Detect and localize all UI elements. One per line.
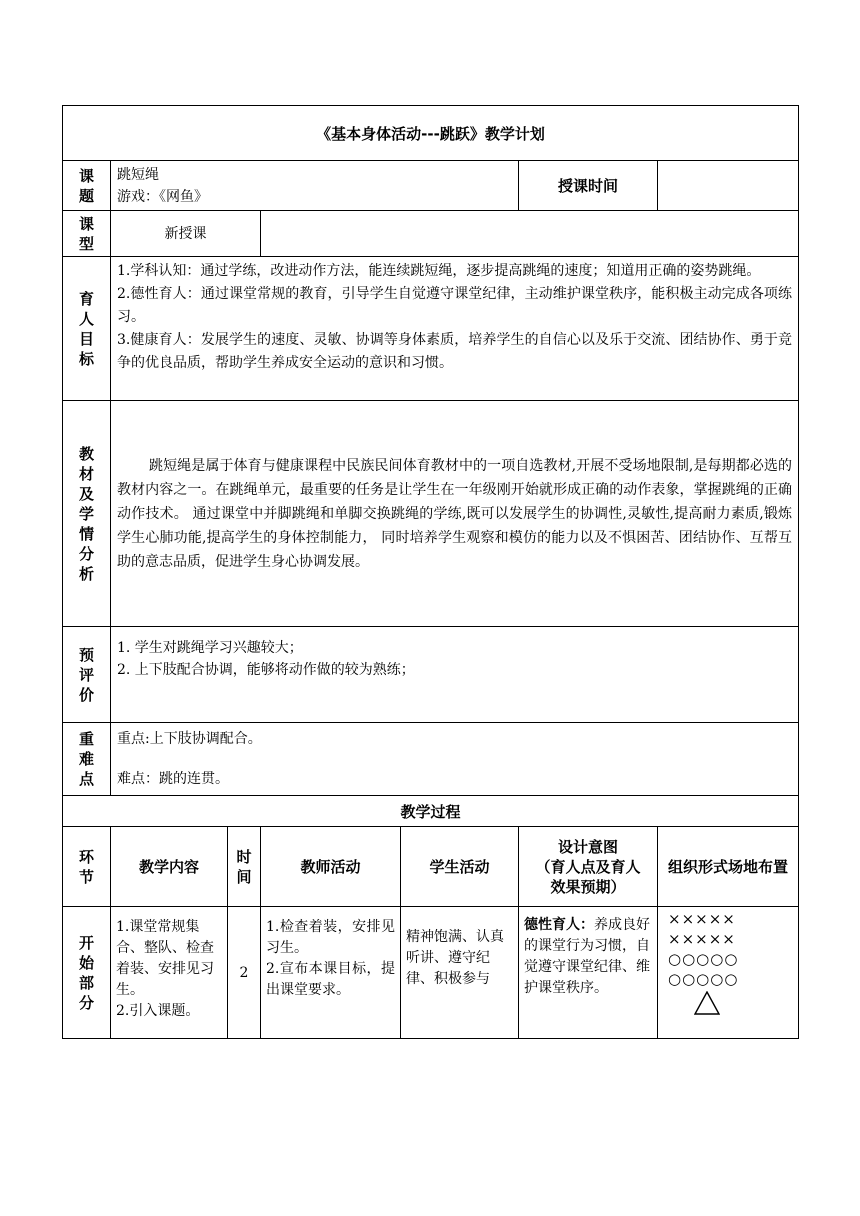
row-organization (658, 907, 799, 1039)
formation-row-2: ××××× (668, 930, 736, 948)
lesson-type-empty (261, 211, 799, 257)
key-points-text (111, 723, 799, 796)
lesson-plan-document (62, 105, 798, 1039)
formation-row-3: ○○○○○ (668, 950, 739, 968)
col-organization: 组织形式场地布置 (658, 827, 799, 907)
col-teacher: 教师活动 (261, 827, 401, 907)
lesson-type-label: 课 型 (63, 211, 111, 257)
analysis-label: 教 材 及 学 情 分 析 (63, 401, 111, 627)
row-time: 2 (228, 907, 261, 1039)
col-design: 设计意图 （育人点及育人 效果预期） (519, 827, 658, 907)
col-time: 时 间 (228, 827, 261, 907)
difficulty-point: 难点：跳的连贯。 (117, 771, 229, 787)
row-content: 1.课堂常规集合、整队、检查着装、安排见习生。 2.引入课题。 (111, 907, 228, 1039)
topic-line-1: 跳短绳 (117, 166, 159, 183)
row-student: 精神饱满、认真听讲、遵守纪律、积极参与 (401, 907, 519, 1039)
key-points-label: 重 难 点 (63, 723, 111, 796)
process-header: 教学过程 (63, 796, 799, 827)
topic-value (111, 161, 519, 211)
formation-row-1: ××××× (668, 910, 736, 928)
document-title: 《基本身体活动---跳跃》教学计划 (63, 106, 799, 161)
key-point: 重点:上下肢协调配合。 (117, 731, 262, 747)
row-teacher: 1.检查着装，安排见习生。 2.宣布本课目标，提出课堂要求。 (261, 907, 401, 1039)
goals-text: 1.学科认知：通过学练，改进动作方法，能连续跳短绳，逐步提高跳绳的速度；知道用正确的姿势跳绳。 2.德性育人：通过课堂常规的教育，引导学生自觉遵守课堂纪律，主动维护课堂秩序，能积极主动完成各项练习。 3.健康育人：发展学生的速度、灵敏、协调等身体素质，培养学生的自信心以及乐于交流、团结协作、勇于竞争的优良品质，帮助学生养成安全运动的意识和习惯。 (111, 257, 799, 401)
table-row (63, 907, 799, 1039)
lesson-type-value: 新授课 (111, 211, 261, 257)
col-student: 学生活动 (401, 827, 519, 907)
col-stage: 环 节 (63, 827, 111, 907)
lesson-time-label: 授课时间 (519, 161, 658, 211)
design-bold-label: 德性育人： (524, 917, 594, 933)
row-design (519, 907, 658, 1039)
pre-eval-line-2: 2. 上下肢配合协调，能够将动作做的较为熟练； (117, 662, 415, 678)
analysis-text: 跳短绳是属于体育与健康课程中民族民间体育教材中的一项自选教材,开展不受场地限制,是每期都必选的教材内容之一。在跳绳单元，最重要的任务是让学生在一年级刚开始就形成正确的动作表象，掌握跳绳的正确动作技术。 通过课堂中并脚跳绳和单脚交换跳绳的学练,既可以发展学生的协调性,灵敏性,提高耐力素质,锻炼学生心肺功能,提高学生的身体控制能力， 同时培养学生观察和模仿的能力以及不惧困苦、团结协作、互帮互助的意志品质，促进学生身心协调发展。 (111, 401, 799, 627)
triangle-icon (658, 991, 798, 1015)
formation-row-4: ○○○○○ (668, 970, 739, 988)
design-text: 养成良好的课堂行为习惯，自觉遵守课堂纪律、维护课堂秩序。 (524, 917, 650, 996)
pre-eval-text (111, 627, 799, 723)
col-content: 教学内容 (111, 827, 228, 907)
pre-eval-line-1: 1. 学生对跳绳学习兴趣较大； (117, 640, 303, 656)
topic-line-2: 游戏：《网鱼》 (117, 188, 208, 205)
lesson-plan-table (62, 105, 799, 1039)
topic-label: 课 题 (63, 161, 111, 211)
pre-eval-label: 预 评 价 (63, 627, 111, 723)
lesson-time-value (658, 161, 799, 211)
stage-opening: 开 始 部 分 (63, 907, 111, 1039)
goals-label: 育 人 目 标 (63, 257, 111, 401)
